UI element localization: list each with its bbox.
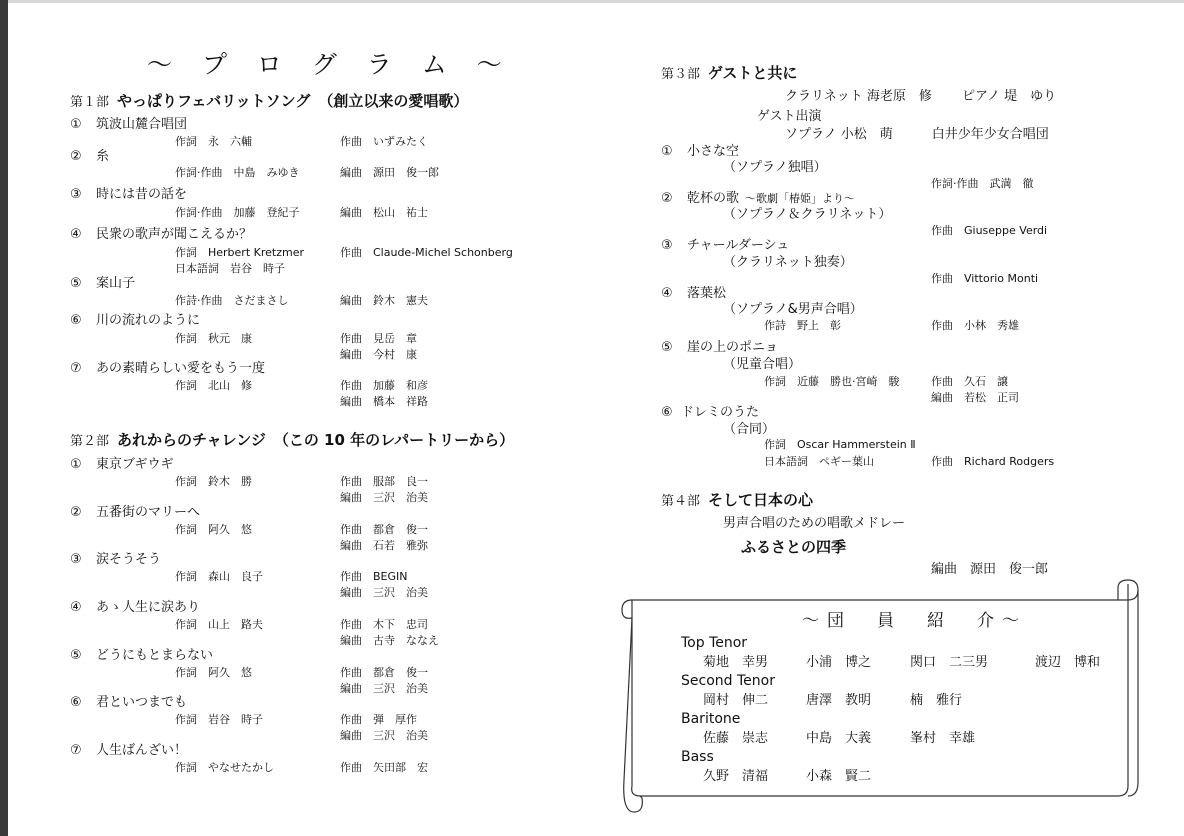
song-performer: （合同） [723,422,776,437]
song-title: どうにもとまらない [96,648,214,663]
credit-left: 作詩·作曲 さだまさし [175,294,289,307]
credit-left: 作詞 永 六輔 [175,135,252,148]
credit-right: 編曲 松山 祐士 [340,206,428,219]
credit-left: 作詞 阿久 悠 [175,666,252,679]
credit-right: 編曲 古寺 ななえ [340,634,439,647]
credit-right: 編曲 三沢 治美 [340,682,428,695]
credit-left: 作詞 Herbert Kretzmer [175,246,304,259]
credit-right: 編曲 三沢 治美 [340,729,428,742]
credit: 日本語詞 ペギー葉山 [764,455,874,468]
member-name: 久野 清福 [703,769,769,784]
member-name: 中島 大義 [806,731,872,746]
credit: 作詞 Oscar Hammerstein Ⅱ [764,438,916,451]
song-title: 落葉松 [687,286,727,301]
song-number: ⑥ [70,313,82,328]
song-title: 民衆の歌声が聞こえるか？ [96,227,253,242]
song-subtitle: ～歌劇「椿姫」より～ [745,192,856,205]
scroll-left-roll [624,618,643,812]
credit-right: 作曲 矢田部 宏 [340,761,428,774]
song-title: あの素晴らしい愛をもう一度 [96,361,266,376]
part2-label: 第２部 [70,434,110,449]
credit-right: 作曲 都倉 俊一 [340,523,428,536]
song-title: チャールダーシュ [687,238,790,253]
credit-right: 作曲 服部 良一 [340,475,428,488]
song-title: あゝ人生に涙あり [96,600,201,615]
song-title: 涙そうそう [96,552,162,567]
song-number: ⑦ [70,361,82,376]
credit-right: 作曲 BEGIN [340,570,408,583]
song-number: ⑥ [661,405,673,420]
song-number: ④ [70,227,82,242]
credit-right: 編曲 源田 俊一郎 [340,166,439,179]
credit-left: 作詞 岩谷 時子 [175,713,263,726]
song-title: ドレミのうた [681,405,760,420]
song-number: ① [70,457,82,472]
song-number: ⑦ [70,743,82,758]
song-number: ⑥ [70,695,82,710]
member-name: 佐藤 崇志 [703,731,769,746]
song-number: ② [661,191,673,206]
credit-right: 作曲 都倉 俊一 [340,666,428,679]
credit: 作詞 近藤 勝也·宮崎 駿 [764,375,900,388]
credit-right: 編曲 三沢 治美 [340,491,428,504]
song-number: ⑤ [661,340,673,355]
song-title: 時には昔の話を [96,187,188,202]
credit-left: 作詞 阿久 悠 [175,523,252,536]
guest-line-instruments: クラリネット 海老原 修 ピアノ 堤 ゆり [785,89,1057,104]
song-number: ⑤ [70,276,82,291]
credit: 編曲 若松 正司 [931,391,1019,404]
credit-right: 編曲 今村 康 [340,348,417,361]
credit-right: 編曲 鈴木 憲夫 [340,294,428,307]
song-number: ① [70,117,82,132]
member-name: 岡村 伸二 [703,693,769,708]
credit-left: 作詞 秋元 康 [175,332,252,345]
credit: 作詩 野上 彰 [764,319,841,332]
credit: 作曲 久石 譲 [931,375,1008,388]
song-title: 糸 [96,149,110,164]
credit-left: 作詞 山上 路夫 [175,618,263,631]
part4-credit: 編曲 源田 俊一郎 [931,562,1049,577]
member-name: 小浦 博之 [806,655,872,670]
credit-left: 作詞 鈴木 勝 [175,475,252,488]
part-name: Bass [681,749,714,765]
credit: 作曲 Vittorio Monti [931,272,1039,285]
song-number: ③ [70,552,82,567]
scroll-left-curl [622,600,632,618]
part4-subtitle: 男声合唱のための唱歌メドレー [723,516,906,531]
part-name: Baritone [681,711,741,727]
credit-right: 作曲 Claude-Michel Schonberg [340,246,513,259]
credit-left: 作詞·作曲 中島 みゆき [175,166,300,179]
part4-label: 第４部 [661,494,701,509]
song-title: 案山子 [96,276,136,291]
guest-line-label: ゲスト出演 [757,109,822,124]
members-title: ～団 員 紹 介～ [802,611,1027,631]
member-name: 菊地 幸男 [703,655,769,670]
credit-right: 作曲 木下 忠司 [340,618,428,631]
part1-label: 第１部 [70,95,110,110]
song-title: 東京ブギウギ [96,457,174,472]
song-title: 乾杯の歌 [687,191,740,206]
song-number: ① [661,144,673,159]
credit: 作曲 Giuseppe Verdi [931,224,1048,237]
song-number: ④ [661,286,673,301]
member-name: 渡辺 博和 [1035,655,1101,670]
member-name: 楠 雅行 [910,693,963,708]
credit-left: 作詞 森山 良子 [175,570,263,583]
song-title: 五番街のマリーへ [96,505,201,520]
song-performer: （ソプラノ&男声合唱） [723,302,863,317]
song-performer: （ソプラノ＆クラリネット） [723,207,892,222]
part4-piece: ふるさとの四季 [741,538,847,556]
part2-title: あれからのチャレンジ [117,431,266,449]
credit-right: 作曲 弾 厚作 [340,713,417,726]
song-title: 小さな空 [687,144,740,159]
credit-right: 編曲 三沢 治美 [340,586,428,599]
part-name: Second Tenor [681,673,775,689]
part-name: Top Tenor [681,635,748,651]
part3-title: ゲストと共に [708,64,798,82]
song-performer: （クラリネット独奏） [723,255,853,270]
song-title: 筑波山麓合唱団 [96,117,188,132]
credit: 作曲 小林 秀雄 [931,319,1019,332]
credit-right: 作曲 加藤 和彦 [340,379,428,392]
credit-left: 日本語詞 岩谷 時子 [175,262,285,275]
guest-line-choir: ソプラノ 小松 萌 白井少年少女合唱団 [785,127,1049,142]
part2-note: （この 10 年のレパートリーから） [273,431,515,449]
member-name: 関口 二三男 [910,655,989,670]
song-title: 川の流れのように [96,313,201,328]
song-number: ③ [661,238,673,253]
credit-right: 編曲 石若 雅弥 [340,539,428,552]
song-performer: （児童合唱） [723,357,802,372]
member-name: 峯村 幸雄 [910,731,976,746]
member-name: 唐澤 教明 [806,693,872,708]
credit-right: 作曲 いずみたく [340,135,428,148]
song-number: ④ [70,600,82,615]
credit: 作曲 Richard Rodgers [931,455,1055,468]
song-number: ③ [70,187,82,202]
song-number: ② [70,505,82,520]
song-number: ② [70,149,82,164]
part3-label: 第３部 [661,67,701,82]
part4-title: そして日本の心 [708,491,814,509]
credit-left: 作詞 北山 修 [175,379,252,392]
song-number: ⑤ [70,648,82,663]
credit: 作詞·作曲 武満 徹 [931,177,1034,190]
scroll-right-edge [1128,590,1138,796]
song-title: 君といつまでも [96,695,188,710]
credit-right: 作曲 見岳 章 [340,332,417,345]
part1-title: やっぱりフェバリットソング [117,92,311,110]
credit-left: 作詞 やなせたかし [175,761,274,774]
song-title: 崖の上のポニョ [687,340,779,355]
credit-right: 編曲 橋本 祥路 [340,395,428,408]
song-performer: （ソプラノ独唱） [723,160,827,175]
part1-note: （創立以来の愛唱歌） [318,92,469,110]
credit-left: 作詞·作曲 加藤 登紀子 [175,206,300,219]
member-name: 小森 賢二 [806,769,872,784]
program-title: ～ プ ロ グ ラ ム ～ [147,50,506,79]
song-title: 人生ばんざい！ [96,743,188,758]
